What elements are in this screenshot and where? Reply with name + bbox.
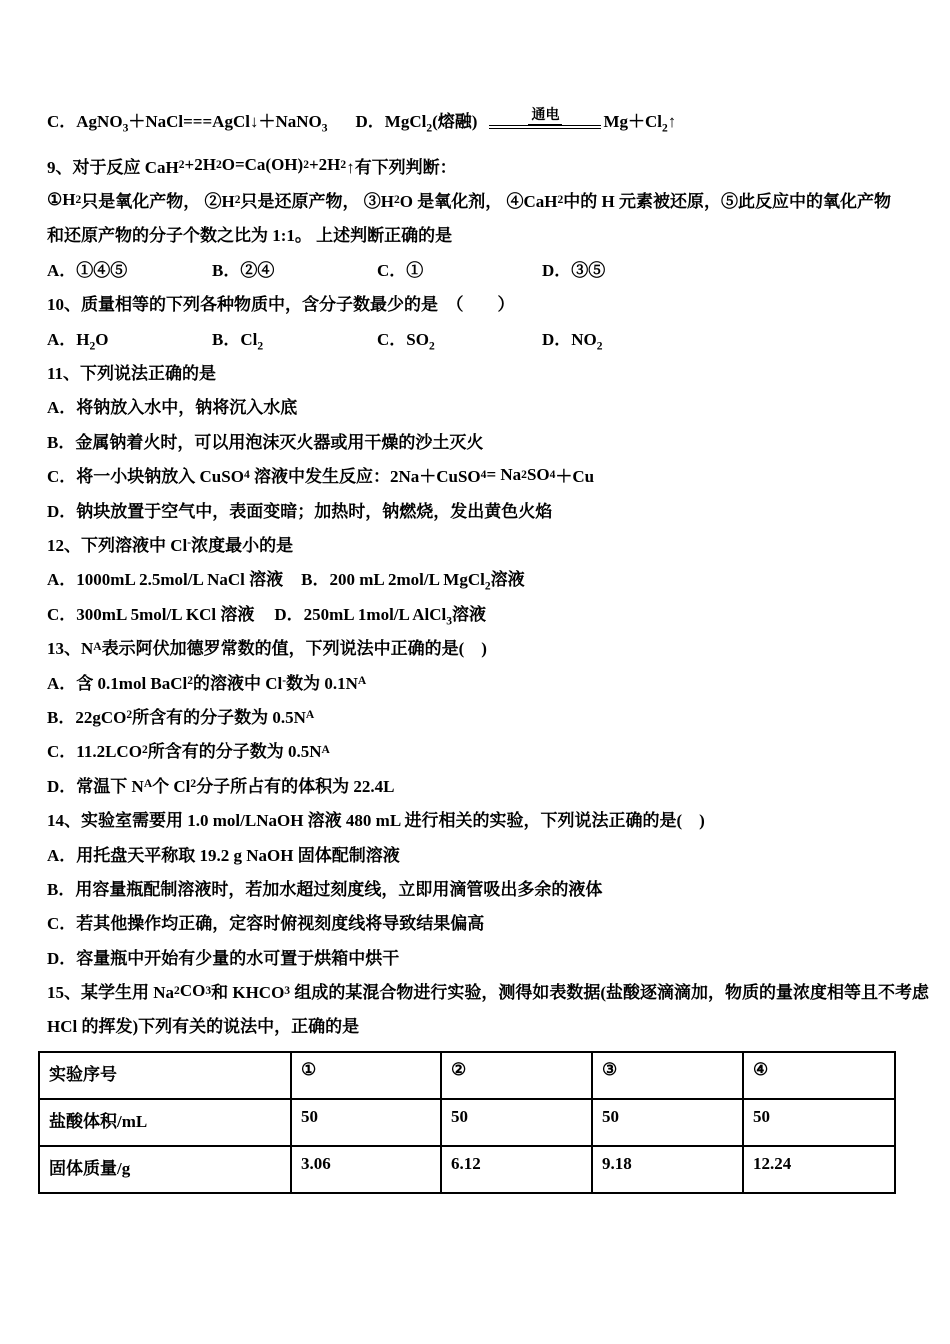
table-cell: 3.06 [291, 1146, 441, 1193]
table-row-header [39, 1052, 895, 1099]
question-11-option-b: B．金属钠着火时，可以用泡沫灭火器或用干燥的沙土灭火 [47, 432, 484, 452]
table-cell: 50 [743, 1099, 895, 1146]
question-10-options [47, 320, 910, 354]
table-cell: 50 [441, 1099, 592, 1146]
table-cell: ② [441, 1052, 592, 1099]
question-12-option-b: B．200 mL 2mol/L MgCl$_2$溶液 [301, 570, 525, 593]
question-13-option-d: D．常温下 N A 个 Cl 2 分子所占有的体积为 22.4L [47, 776, 395, 796]
table-cell: ④ [743, 1052, 895, 1099]
question-8-option-d-products: $Mg+Cl_2↑$ [603, 112, 677, 135]
question-13-option-b: B．22gCO 2 所含有的分子数为 0.5N A [47, 707, 315, 727]
question-9-option-b: B．②④ [212, 260, 275, 280]
question-11-option-c: C．将一小块钠放入 CuSO 4 溶液中发生反应：2Na＋CuSO 4 = Na 2 SO 4 ＋Cu [47, 464, 595, 487]
question-10-stem: 10、质量相等的下列各种物质中，含分子数最少的是 （ ） [47, 295, 515, 315]
table-cell: 实验序号 [39, 1052, 291, 1099]
question-9-judgments-line1: ①H 2 只是氧化产物， ②H 2 只是还原产物， ③H 2 O 是氧化剂， ④CaH 2 中的 H 元素被还原，⑤此反应中的氧化产物 [47, 189, 892, 212]
table-cell: 12.24 [743, 1146, 895, 1193]
question-10-option-d: D．$NO_2$ [542, 329, 603, 353]
question-9-option-d: D．③⑤ [542, 260, 606, 280]
question-12-option-c: C．300mL 5mol/L KCl 溶液 [47, 604, 255, 624]
question-11-stem: 11、下列说法正确的是 [47, 364, 217, 384]
table-cell: 6.12 [441, 1146, 592, 1193]
question-12-options-cd [47, 595, 910, 629]
question-14-stem: 14、实验室需要用 1.0 mol/LNaOH 溶液 480 mL 进行相关的实验，下列说法正确的是( ) [47, 811, 705, 831]
question-10-option-a: A．$H_2O$ [47, 329, 109, 353]
table-cell: 固体质量/g [39, 1146, 291, 1193]
question-10-option-b: B．$Cl_2$ [212, 329, 264, 353]
electrolysis-bar [489, 125, 601, 129]
question-11-option-a: A．将钠放入水中，钠将沉入水底 [47, 398, 298, 418]
table-cell: 50 [291, 1099, 441, 1146]
table-cell: ① [291, 1052, 441, 1099]
question-12-option-d: D．250mL 1mol/L AlCl$_3$溶液 [274, 604, 487, 628]
question-8-options-cd [47, 94, 910, 134]
question-10-option-c: C．$SO_2$ [377, 329, 435, 353]
electrolysis-condition [489, 107, 601, 129]
question-13-stem: 13、N A 表示阿伏加德罗常数的值，下列说法中正确的是( ) [47, 639, 487, 659]
table-cell: 50 [592, 1099, 743, 1146]
table-row-solid-mass [39, 1146, 895, 1193]
question-8-option-d: D．MgCl$_2$(熔融) [355, 112, 478, 135]
table-cell: ③ [592, 1052, 743, 1099]
question-9-judgments-line2: 和还原产物的分子个数之比为 1:1。 上述判断正确的是 [47, 226, 453, 246]
question-12-options-ab [47, 561, 910, 595]
question-12-option-a: A．1000mL 2.5mol/L NaCl 溶液 [47, 570, 284, 590]
question-9-options [47, 251, 910, 285]
question-15-stem-line2: HCl 的挥发)下列有关的说法中，正确的是 [47, 1017, 360, 1037]
table-cell: 盐酸体积/mL [39, 1099, 291, 1146]
question-9-stem: 9、对于反应 CaH 2 +2H 2 O=Ca(OH) 2 +2H 2 ↑有下列判断： [47, 155, 457, 177]
table-cell: 9.18 [592, 1146, 743, 1193]
question-12-stem: 12、下列溶液中 Cl - 浓度最小的是 [47, 535, 294, 555]
question-14-option-b: B．用容量瓶配制溶液时，若加水超过刻度线，立即用滴管吸出多余的液体 [47, 879, 603, 899]
question-14-option-c: C．若其他操作均正确，定容时俯视刻度线将导致结果偏高 [47, 914, 485, 934]
question-14-option-a: A．用托盘天平称取 19.2 g NaOH 固体配制溶液 [47, 845, 400, 865]
question-13-option-a: A．含 0.1mol BaCl 2 的溶液中 Cl - 数为 0.1N A [47, 673, 367, 693]
electrolysis-condition-label: 通电 [528, 107, 562, 125]
question-13-option-c: C．11.2LCO 2 所含有的分子数为 0.5N A [47, 742, 330, 762]
question-11-option-d: D．钠块放置于空气中，表面变暗；加热时，钠燃烧，发出黄色火焰 [47, 501, 553, 521]
question-9-option-c: C．① [377, 260, 424, 280]
question-14-option-d: D．容量瓶中开始有少量的水可置于烘箱中烘干 [47, 948, 400, 968]
question-9-option-a: A．①④⑤ [47, 260, 128, 280]
table-row-hcl-volume [39, 1099, 895, 1146]
experiment-data-table [38, 1051, 896, 1194]
question-8-option-c: C．AgNO$_3$＋NaCl===AgCl↓＋NaNO$_3$ [47, 112, 328, 135]
question-15-stem-line1: 15、某学生用 Na 2 CO 3 和 KHCO 3 组成的某混合物进行实验，测得如表数据(盐酸逐滴滴加，物质的量浓度相等且不考虑 [47, 980, 929, 1003]
